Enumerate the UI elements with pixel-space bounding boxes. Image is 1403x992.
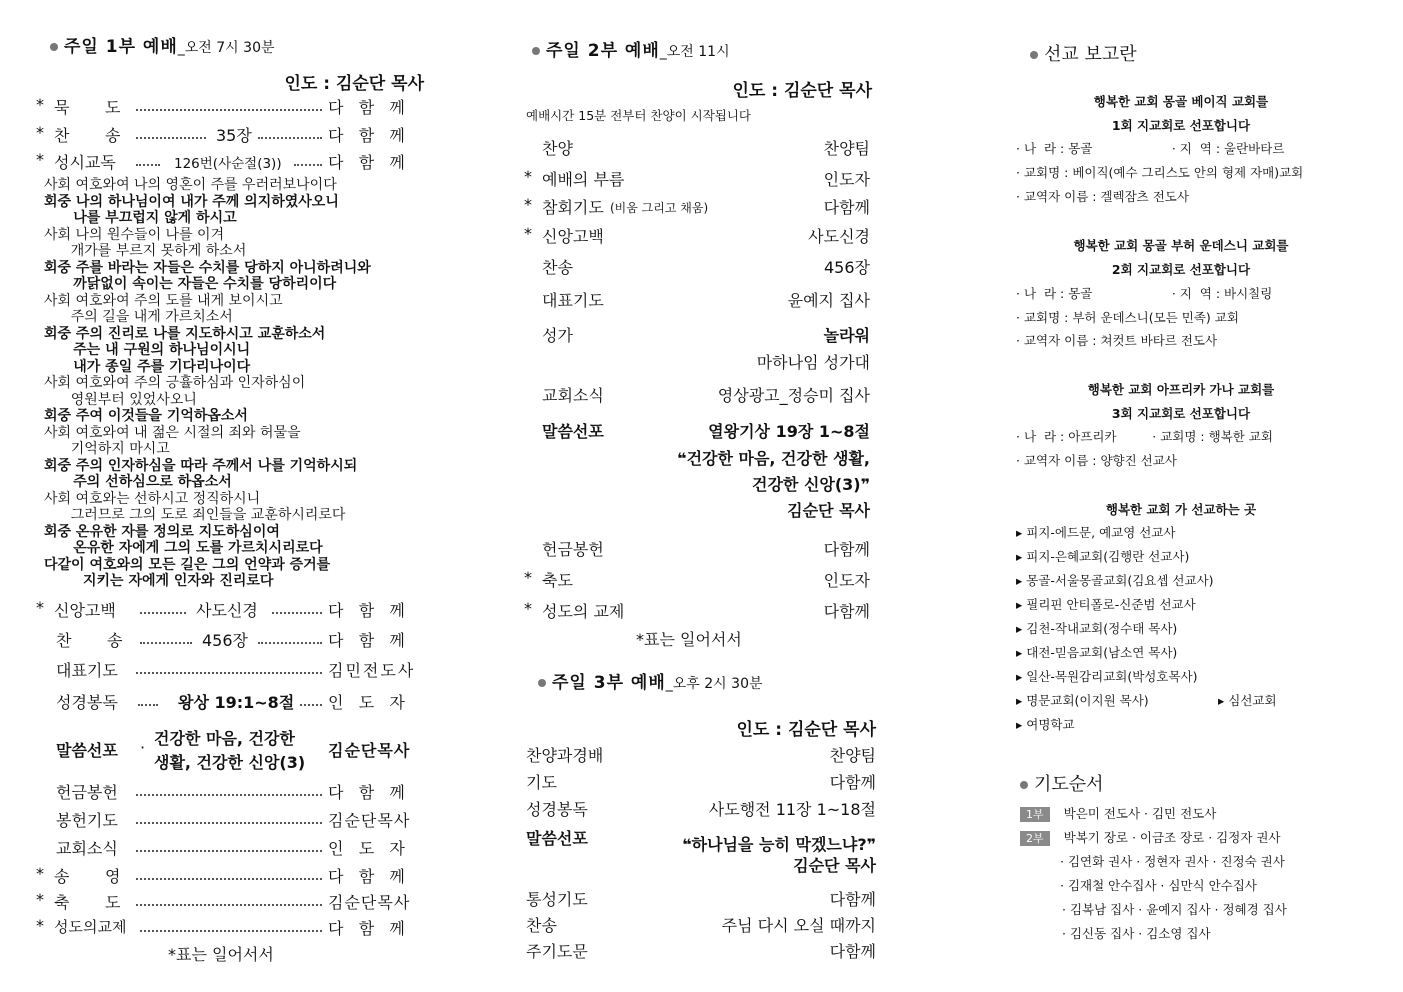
item-name: 말씀선포 — [56, 741, 118, 760]
prayer-heading — [1020, 770, 1104, 796]
prayer-row — [1020, 804, 1216, 822]
star-icon: * — [36, 123, 44, 142]
item-who: 윤예지 집사 — [787, 291, 870, 310]
item-who: 다 함 께 — [328, 601, 405, 620]
item-name: 성도의교제 — [54, 918, 127, 936]
reading-line: 다같이 여호와의 모든 길은 그의 언약과 증거를 — [44, 556, 331, 573]
service3-title: 주일 3부 예배 — [552, 673, 666, 693]
reading-line: 내가 종일 주를 기다리나이다 — [44, 358, 251, 375]
reading-line: 주의 길을 내게 가르치소서 — [44, 309, 233, 325]
mission-title: 선교 보고란 — [1044, 44, 1137, 65]
sermon-title: ❝건강한 마음, 건강한 생활, — [677, 449, 870, 468]
stand-footnote: *표는 일어서서 — [636, 630, 742, 649]
reading-line: 기억하지 마시고 — [44, 441, 170, 457]
leader-dots — [140, 930, 322, 932]
item-name: 신앙고백 — [54, 601, 116, 620]
supported-item: ▸ 피지-에드문, 예교영 선교사 — [1016, 525, 1176, 540]
sermon-scripture: 열왕기상 19장 1~8절 — [708, 422, 870, 441]
item-name: 성경봉독 — [56, 693, 118, 712]
item-who: 다함께 — [829, 942, 876, 961]
star-icon: * — [36, 864, 44, 883]
stand-footnote: *표는 일어서서 — [168, 945, 274, 964]
supported-item: ▸ 피지-은혜교회(김행란 선교사) — [1016, 549, 1190, 564]
item-who: 놀라워 — [823, 326, 870, 345]
mission-line: · 교회명 : 부허 운데스니(모든 민족) 교회 — [1016, 310, 1239, 325]
prayer-line: · 김복남 집사 · 윤예지 집사 · 정혜경 집사 — [1062, 902, 1287, 917]
service1-item — [36, 690, 428, 712]
item-note: (비움 그리고 채움) — [610, 201, 709, 215]
item-who: 사도신경 — [808, 227, 870, 246]
item-name: 찬 송 — [56, 631, 123, 650]
reading-line: 회중 나의 하나님이여 내가 주께 의지하였사오니 — [44, 193, 339, 210]
bullet-icon — [532, 47, 540, 55]
service1-item — [36, 864, 428, 886]
item-name: 대표기도 — [56, 661, 118, 680]
item-mid: 35장 — [216, 126, 252, 145]
reading-line: 지키는 자에게 인자와 진리로다 — [44, 573, 274, 589]
item-who: 456장 — [824, 258, 870, 277]
reading-line: 회중 주여 이것들을 기억하옵소서 — [44, 408, 248, 424]
item-name: 대표기도 — [542, 291, 604, 310]
service1-heading — [50, 32, 275, 57]
item-who: 다함께 — [829, 890, 876, 909]
item-name: 묵 도 — [54, 98, 121, 117]
item-who: 인도자 — [823, 571, 870, 590]
item-name: 축도 — [542, 571, 573, 590]
leader-dots — [136, 109, 322, 111]
item-who: 다 함 께 — [328, 631, 405, 650]
item-who: 김민전도사 — [328, 661, 416, 680]
leader-dots — [258, 642, 322, 644]
reading-line: 개가를 부르지 못하게 하소서 — [44, 243, 247, 259]
prayer-line: · 김재철 안수집사 · 심만식 안수집사 — [1060, 878, 1257, 893]
mission-line: · 나 라 : 아프리카 · 교회명 : 행복한 교회 — [1016, 429, 1273, 444]
mission-block-heading: 3회 지교회로 선포합니다 — [1111, 406, 1251, 421]
service2-time: _오전 11시 — [659, 44, 730, 60]
mission-line: · 교역자 이름 : 양향진 선교사 — [1016, 453, 1177, 468]
item-who: 다 함 께 — [328, 919, 405, 938]
leader-dots — [258, 137, 322, 139]
leader-dots — [272, 612, 322, 614]
star-icon: * — [524, 599, 532, 618]
prayer-title: 기도순서 — [1034, 774, 1104, 795]
leader-dots — [140, 612, 186, 614]
reading-line: 영원부터 있었사오니 — [44, 391, 197, 408]
service3-leader: 인도 : 김순단 목사 — [736, 720, 876, 740]
service3-time: _오후 2시 30분 — [665, 676, 763, 692]
reading-line: 회중 온유한 자를 정의로 지도하심이여 — [44, 523, 280, 540]
reading-line: 그러므로 그의 도로 죄인들을 교훈하시리로다 — [44, 507, 346, 523]
service2-intro: 예배시간 15분 전부터 찬양이 시작됩니다 — [526, 108, 751, 123]
reading-line: 사회 나의 원수들이 나를 이겨 — [44, 226, 225, 243]
star-icon: * — [36, 890, 44, 909]
leader-dots — [140, 642, 192, 644]
service1-item — [36, 780, 428, 802]
leader-dots — [136, 137, 206, 139]
item-who: 인 도 자 — [328, 693, 405, 712]
item-name: 축 도 — [54, 893, 121, 912]
reading-line: 사회 여호와여 주의 도를 내게 보이시고 — [44, 292, 283, 309]
service2-sermon — [524, 419, 870, 519]
item-who: 김순단목사 — [328, 811, 411, 830]
mission-line: · 교역자 이름 : 겔렉잠츠 전도사 — [1016, 189, 1189, 204]
reading-line: 회중 주의 인자하심을 따라 주께서 나를 기억하시되 — [44, 457, 358, 474]
reading-line: 사회 여호와여 내 젊은 시절의 죄와 허물을 — [44, 424, 301, 441]
item-name: 성경봉독 — [526, 800, 588, 819]
supported-item: ▸ 여명학교 — [1016, 717, 1075, 732]
reading-line: 온유한 자에게 그의 도를 가르치시리로다 — [44, 540, 323, 556]
supported-item: ▸ 심선교회 — [1218, 693, 1277, 708]
mission-line: · 교역자 이름 : 쳐컷트 바타르 전도사 — [1016, 333, 1218, 348]
bullet-icon — [538, 679, 546, 687]
prayer-tag: 1부 — [1020, 807, 1050, 822]
sermon-title: 건강한 신앙(3)❞ — [752, 475, 870, 494]
item-name: 말씀선포 — [542, 422, 604, 441]
mission-line: · 나 라 : 몽골 · 지 역 : 울란바타르 — [1016, 141, 1285, 156]
star-icon: * — [36, 95, 44, 114]
star-icon: * — [524, 224, 532, 243]
item-who: 김순단목사 — [328, 893, 411, 912]
service1-item — [36, 658, 428, 680]
prayer-tag: 2부 — [1020, 831, 1050, 846]
star-icon: * — [36, 150, 44, 169]
leader-dots — [136, 164, 160, 166]
supported-item: ▸ 일산-목원감리교회(박성호목사) — [1016, 669, 1198, 684]
sermon-title: ❝하나님을 능히 막겠느냐?❞ — [682, 835, 876, 854]
item-who: 영상광고_정승미 집사 — [717, 386, 870, 405]
supported-item: ▸ 몽골-서울몽골교회(김요셉 선교사) — [1016, 573, 1214, 588]
service1-title: 주일 1부 예배 — [64, 37, 178, 57]
item-who: 주님 다시 오실 때까지 — [721, 916, 876, 935]
reading-line: 주의 선하심으로 하옵소서 — [44, 474, 232, 490]
item-name: 헌금봉헌 — [542, 540, 604, 559]
item-who: 다 함 께 — [328, 98, 405, 117]
sermon-preacher: 김순단 목사 — [787, 501, 870, 520]
bullet-icon — [1020, 781, 1028, 789]
item-who: 다함께 — [829, 773, 876, 792]
item-name: 참회기도 — [542, 198, 604, 217]
item-name: 찬양 — [542, 139, 573, 158]
reading-line: 사회 여호와여 나의 영혼이 주를 우러러보나이다 — [44, 177, 337, 193]
service3-heading — [538, 668, 763, 693]
service2-title: 주일 2부 예배 — [546, 41, 660, 61]
star-icon: * — [36, 916, 44, 935]
supported-item: ▸ 필리핀 안티폴로-신준범 선교사 — [1016, 597, 1196, 612]
item-name: 예배의 부름 — [542, 170, 625, 189]
leader-dots — [136, 794, 322, 796]
mission-block-heading: 1회 지교회로 선포합니다 — [1111, 118, 1251, 133]
supported-item: ▸ 김천-작내교회(정수태 목사) — [1016, 621, 1178, 636]
item-name: 찬송 — [542, 258, 573, 277]
service1-item — [36, 150, 428, 172]
service1-leader: 인도 : 김순단 목사 — [284, 74, 424, 94]
reading-line: 나를 부끄럽지 않게 하시고 — [44, 210, 237, 226]
reading-line: 회중 주의 진리로 나를 지도하시고 교훈하소서 — [44, 325, 326, 342]
item-name: 찬송 — [526, 916, 557, 935]
item-name: 말씀선포 — [526, 829, 588, 848]
service1-item — [36, 890, 428, 912]
reading-line: 사회 여호와는 선하시고 정직하시니 — [44, 490, 261, 507]
sermon-preacher: 김순단 목사 — [793, 856, 876, 875]
prayer-line: · 김신동 집사 · 김소영 집사 — [1062, 926, 1211, 941]
sermon-title: 생활, 건강한 신앙(3) — [154, 753, 306, 772]
mission-block-heading: 행복한 교회 몽골 부허 운데스니 교회를 — [1073, 238, 1289, 253]
leader-dots — [136, 904, 322, 906]
leader-dots — [136, 850, 322, 852]
item-mid: 456장 — [202, 631, 248, 650]
supported-item: ▸ 대전-믿음교회(남소연 목사) — [1016, 645, 1178, 660]
mission-line: · 교회명 : 베이직(예수 그리스도 안의 형제 자매)교회 — [1016, 165, 1304, 180]
leader-dots — [300, 704, 322, 706]
mission-block-heading: 행복한 교회 아프리카 가나 교회를 — [1087, 382, 1275, 397]
item-name: 성가 — [542, 326, 573, 345]
item-name: 교회소식 — [542, 386, 604, 405]
reading-line: 회중 주를 바라는 자들은 수치를 당하지 아니하려니와 — [44, 259, 371, 276]
dot-separator: · — [140, 738, 146, 757]
item-name: 성시교독 — [54, 153, 116, 172]
item-name: 신앙고백 — [542, 227, 604, 246]
item-who: 다 함 께 — [328, 783, 405, 802]
mission-heading — [1030, 40, 1137, 66]
item-who: 찬양팀 — [823, 139, 870, 158]
reading-line: 주는 내 구원의 하나님이시니 — [44, 342, 251, 358]
service1-time: _오전 7시 30분 — [177, 40, 275, 56]
mission-block-heading: 2회 지교회로 선포합니다 — [1111, 262, 1251, 277]
item-name: 찬양과경배 — [526, 746, 604, 765]
item-name: 헌금봉헌 — [56, 783, 118, 802]
item-mid: 126번(사순절(3)) — [174, 156, 282, 172]
item-who: 인도자 — [823, 170, 870, 189]
item-name: 성도의 교제 — [542, 602, 625, 621]
item-who: 다 함 께 — [328, 153, 405, 172]
item-name: 기도 — [526, 773, 557, 792]
supported-item: ▸ 명문교회(이지원 목사) — [1016, 693, 1149, 708]
item-mid: 사도신경 — [196, 601, 258, 620]
item-who: 다함께 — [823, 602, 870, 621]
item-who: 다 함 께 — [328, 867, 405, 886]
prayer-line: 박은미 전도사 · 김민 전도사 — [1063, 806, 1217, 821]
reading-line: 까닭없이 속이는 자들은 수치를 당하리이다 — [44, 276, 337, 292]
mission-block-heading: 행복한 교회 몽골 베이직 교회를 — [1093, 94, 1269, 109]
item-who: 김순단목사 — [328, 741, 411, 760]
item-name: 통성기도 — [526, 890, 588, 909]
item-name: 교회소식 — [56, 839, 118, 858]
service1-item — [36, 95, 428, 117]
leader-dots — [138, 704, 158, 706]
service2-leader: 인도 : 김순단 목사 — [732, 81, 872, 101]
reading-line: 사회 여호와여 주의 긍휼하심과 인자하심이 — [44, 375, 306, 391]
leader-dots — [136, 822, 322, 824]
item-who: 사도행전 11장 1~18절 — [708, 800, 876, 819]
prayer-line: · 김연화 권사 · 정현자 권사 · 진정숙 권사 — [1060, 854, 1285, 869]
star-icon: * — [524, 195, 532, 214]
star-icon: * — [36, 598, 44, 617]
item-who: 찬양팀 — [829, 746, 876, 765]
responsive-reading — [44, 177, 371, 590]
item-who: 인 도 자 — [328, 839, 405, 858]
item-name: 찬 송 — [54, 126, 121, 145]
item-who: 다함께 — [823, 198, 870, 217]
choir-name: 마하나임 성가대 — [756, 353, 870, 372]
service1-item — [36, 598, 428, 620]
item-who: 다함께 — [823, 540, 870, 559]
star-icon: * — [524, 167, 532, 186]
item-mid: 왕상 19:1~8절 — [178, 693, 295, 712]
service2-heading — [532, 36, 730, 61]
service3-sermon — [524, 826, 876, 876]
service1-sermon — [36, 726, 428, 772]
service1-item — [36, 808, 428, 830]
prayer-line: 박복기 장로 · 이금조 장로 · 김정자 권사 — [1063, 830, 1281, 845]
item-name: 봉헌기도 — [56, 811, 118, 830]
item-name: 송 영 — [54, 867, 121, 886]
service1-item — [36, 628, 428, 650]
bullet-icon — [1030, 51, 1038, 59]
service1-item — [36, 836, 428, 858]
bullet-icon — [50, 43, 58, 51]
leader-dots — [136, 672, 322, 674]
leader-dots — [294, 164, 322, 166]
sermon-title: 건강한 마음, 건강한 — [154, 729, 295, 748]
service1-item — [36, 916, 428, 938]
prayer-row — [1020, 828, 1281, 846]
item-name: 주기도문 — [526, 942, 588, 961]
mission-line: · 나 라 : 몽골 · 지 역 : 바시칠링 — [1016, 286, 1273, 301]
star-icon: * — [524, 568, 532, 587]
item-who: 다 함 께 — [328, 126, 405, 145]
service1-item — [36, 123, 428, 145]
supported-heading: 행복한 교회 가 선교하는 곳 — [1105, 502, 1257, 517]
leader-dots — [136, 878, 322, 880]
